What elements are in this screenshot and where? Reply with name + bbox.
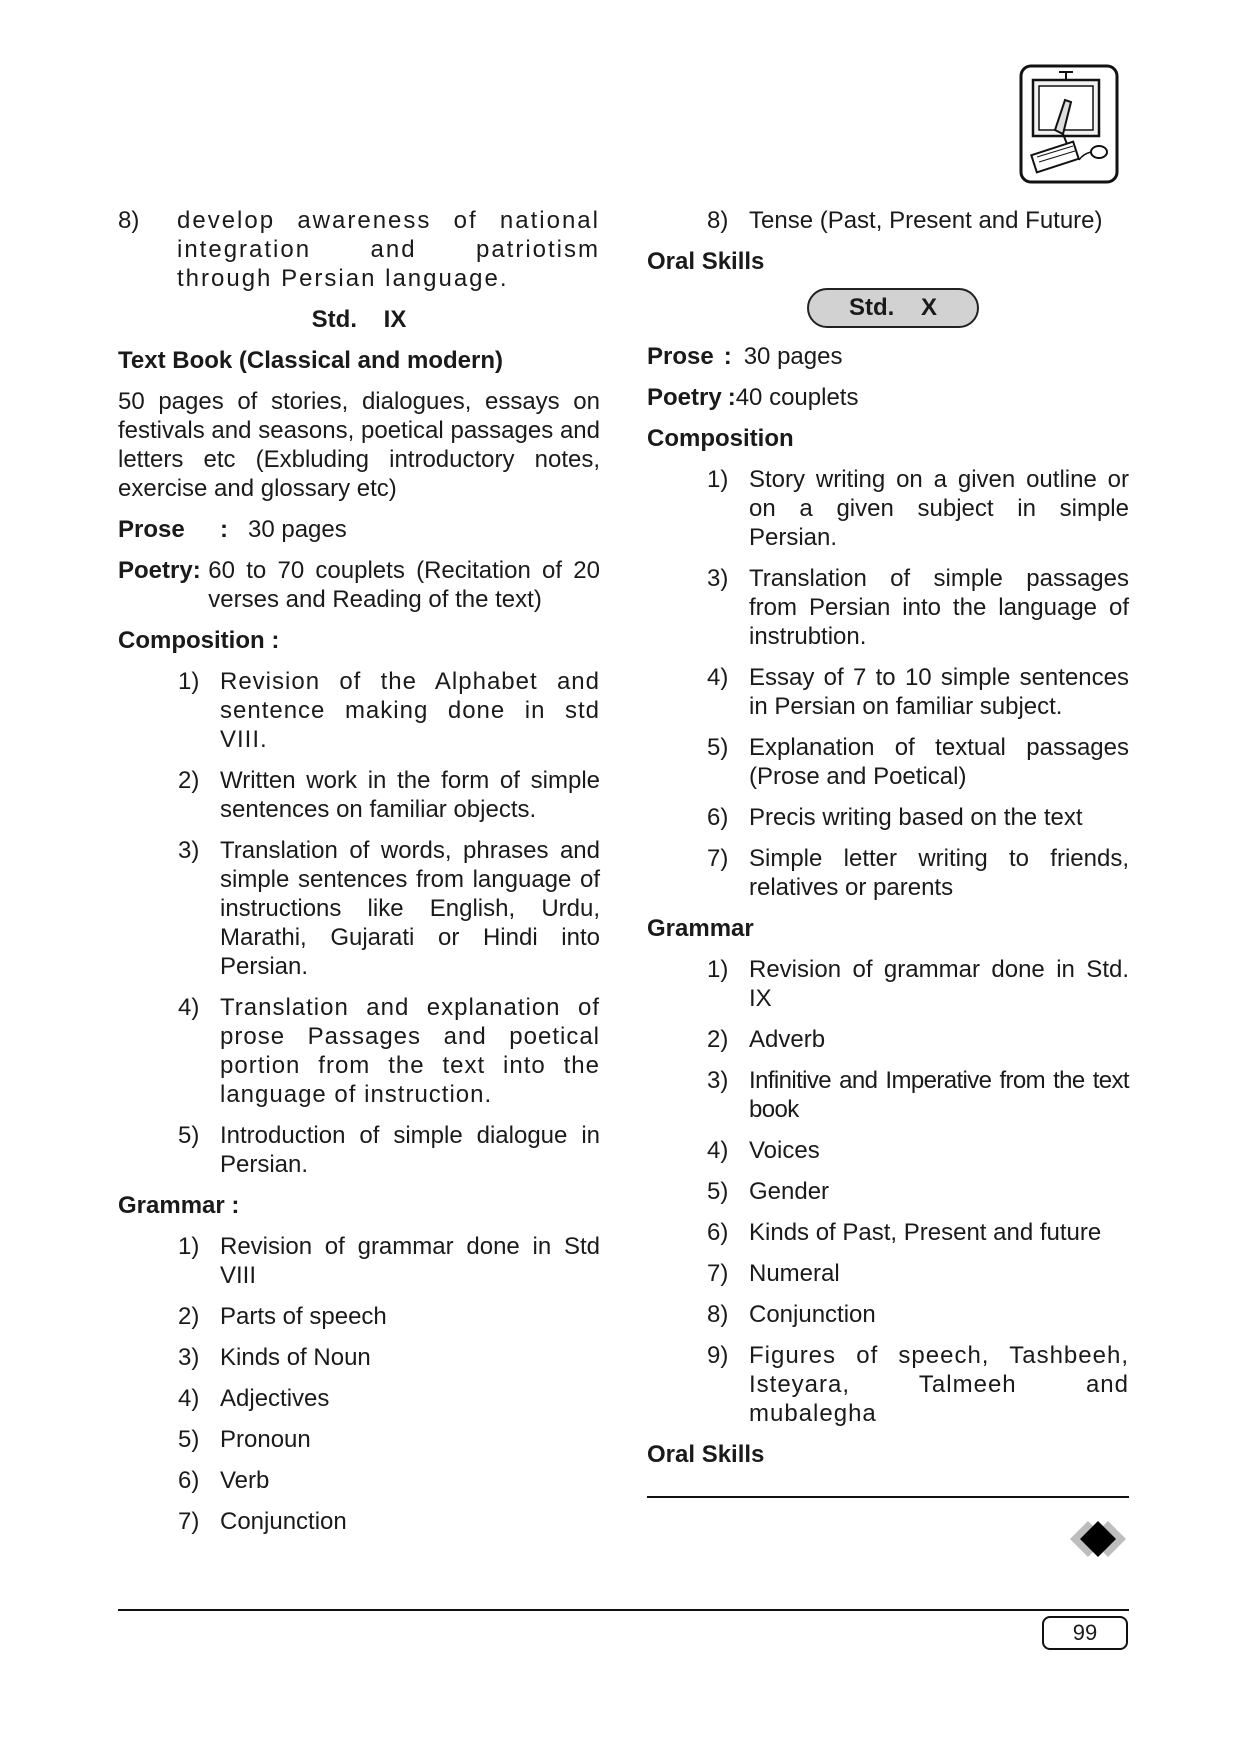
- prose-value: 30 pages: [248, 516, 347, 543]
- grammar-list: [118, 1232, 600, 1536]
- item-number: 6): [178, 1467, 200, 1494]
- list-item: [647, 1341, 1129, 1428]
- composition-heading: Composition :: [118, 627, 280, 654]
- computer-drawing-icon: [1019, 64, 1119, 184]
- item-text: Translation of words, phrases and simple sentences from language of instructions like English, Urdu, Marathi, Gujarati or Hindi into Persian.: [220, 837, 600, 980]
- item-text: Kinds of Noun: [220, 1344, 371, 1371]
- item-number: 7): [178, 1508, 200, 1535]
- prose-label: Prose: [118, 516, 185, 543]
- item-number: 4): [178, 994, 200, 1021]
- list-item: [647, 733, 1129, 791]
- right-column: [647, 206, 1129, 1481]
- list-item: [118, 1232, 600, 1290]
- item-text: Voices: [749, 1137, 820, 1164]
- item-number: 3): [178, 837, 200, 864]
- list-item: [647, 564, 1129, 651]
- prose-row: [647, 342, 1129, 371]
- item-text: Numeral: [749, 1260, 840, 1287]
- list-item: [118, 1302, 600, 1331]
- item-number: 1): [707, 466, 729, 493]
- list-item: [118, 1466, 600, 1495]
- composition-heading: Composition: [647, 425, 794, 452]
- poetry-colon: :: [727, 384, 736, 411]
- item-number: 4): [707, 1137, 729, 1164]
- item-text: Revision of the Alphabet and sentence making done in std VIII.: [220, 668, 600, 753]
- item-number: 2): [178, 767, 200, 794]
- item-text: Infinitive and Imperative from the text book: [749, 1067, 1129, 1123]
- prose-colon: :: [220, 516, 228, 543]
- item-text: Kinds of Past, Present and future: [749, 1219, 1102, 1246]
- grammar-list: [647, 955, 1129, 1428]
- item-text: Translation of simple passages from Persian into the language of instrubtion.: [749, 565, 1129, 650]
- item-number: 1): [178, 668, 200, 695]
- list-item: [647, 1025, 1129, 1054]
- prose-value: 30 pages: [743, 343, 843, 370]
- item-text: Story writing on a given outline or on a given subject in simple Persian.: [749, 466, 1129, 551]
- list-item: [118, 836, 600, 981]
- section-divider: [647, 1496, 1129, 1498]
- oral-skills-heading: Oral Skills: [647, 1441, 765, 1468]
- poetry-row: [118, 556, 600, 614]
- item-number: 3): [178, 1344, 200, 1371]
- item-number: 3): [707, 1067, 729, 1094]
- poetry-label: Poetry: [647, 384, 722, 411]
- composition-list: [647, 465, 1129, 902]
- item-number: 7): [707, 845, 729, 872]
- std-x-badge: Std. X: [807, 288, 979, 328]
- left-column: [118, 206, 600, 1548]
- item-number: 8): [707, 207, 729, 234]
- prose-colon: :: [723, 343, 732, 370]
- diamond-icon: [1066, 1517, 1130, 1561]
- std-ix-heading: Std. IX: [311, 306, 407, 333]
- list-item: [647, 1300, 1129, 1329]
- list-item: [647, 1177, 1129, 1206]
- item-text: Introduction of simple dialogue in Persian.: [220, 1122, 600, 1178]
- item-text: Translation and explanation of prose Passages and poetical portion from the text into the language of instruction.: [220, 994, 600, 1108]
- poetry-colon: :: [192, 557, 201, 584]
- poetry-value: 40 couplets: [735, 384, 859, 411]
- item-number: 8): [707, 1301, 729, 1328]
- item-number: 2): [178, 1303, 200, 1330]
- composition-list: [118, 667, 600, 1179]
- list-item: [647, 844, 1129, 902]
- item-number: 1): [707, 956, 729, 983]
- item-text: Precis writing based on the text: [749, 804, 1083, 831]
- objective-item: [118, 206, 600, 293]
- item-text: Conjunction: [220, 1508, 347, 1535]
- item-number: 7): [707, 1260, 729, 1287]
- item-text: Pronoun: [220, 1426, 311, 1453]
- item-number: 3): [707, 565, 729, 592]
- prose-row: [118, 515, 600, 544]
- item-number: 9): [707, 1342, 729, 1369]
- list-item: [647, 663, 1129, 721]
- list-item: [647, 955, 1129, 1013]
- list-item: [118, 993, 600, 1109]
- item-number: 2): [707, 1026, 729, 1053]
- list-item: [647, 1259, 1129, 1288]
- item-text: Explanation of textual passages (Prose and Poetical): [749, 734, 1129, 790]
- list-item: [118, 766, 600, 824]
- item-text: Written work in the form of simple sentences on familiar objects.: [220, 767, 600, 823]
- textbook-description: 50 pages of stories, dialogues, essays on festivals and seasons, poetical passages and letters etc (Exbluding introductory notes, exercise and glossary etc): [118, 388, 600, 502]
- list-item: [647, 1136, 1129, 1165]
- item-number: 6): [707, 1219, 729, 1246]
- item-text: Tense (Past, Present and Future): [749, 207, 1103, 234]
- item-number: 6): [707, 804, 729, 831]
- list-item: [647, 465, 1129, 552]
- item-number: 1): [178, 1233, 200, 1260]
- grammar-heading: Grammar: [647, 915, 754, 942]
- footer-rule: [118, 1609, 1129, 1611]
- item-text: develop awareness of national integration and patriotism through Persian language.: [177, 207, 600, 292]
- item-number: 5): [707, 1178, 729, 1205]
- item-number: 5): [178, 1426, 200, 1453]
- item-text: Parts of speech: [220, 1303, 387, 1330]
- list-item: [647, 206, 1129, 235]
- list-item: [118, 1343, 600, 1372]
- item-text: Simple letter writing to friends, relatives or parents: [749, 845, 1129, 901]
- item-text: Revision of grammar done in Std VIII: [220, 1233, 600, 1289]
- list-item: [118, 667, 600, 754]
- item-number: 8): [118, 207, 140, 234]
- item-text: Verb: [220, 1467, 270, 1494]
- item-text: Conjunction: [749, 1301, 876, 1328]
- item-text: Essay of 7 to 10 simple sentences in Persian on familiar subject.: [749, 664, 1129, 720]
- grammar-heading: Grammar :: [118, 1192, 240, 1219]
- item-text: Adverb: [749, 1026, 826, 1053]
- list-item: [118, 1384, 600, 1413]
- item-text: Revision of grammar done in Std. IX: [749, 956, 1129, 1012]
- list-item: [118, 1507, 600, 1536]
- item-number: 5): [178, 1122, 200, 1149]
- poetry-row: [647, 383, 1129, 412]
- item-number: 4): [707, 664, 729, 691]
- item-text: Gender: [749, 1178, 830, 1205]
- list-item: [118, 1121, 600, 1179]
- list-item: [647, 803, 1129, 832]
- prose-label: Prose: [647, 343, 714, 370]
- item-number: 5): [707, 734, 729, 761]
- list-item: [647, 1066, 1129, 1124]
- item-text: Adjectives: [220, 1385, 330, 1412]
- item-number: 4): [178, 1385, 200, 1412]
- list-item: [647, 1218, 1129, 1247]
- list-item: [118, 1425, 600, 1454]
- poetry-label: Poetry: [118, 557, 193, 584]
- page-number: 99: [1042, 1616, 1128, 1650]
- oral-skills-heading: Oral Skills: [647, 248, 765, 275]
- textbook-heading: Text Book (Classical and modern): [118, 347, 503, 374]
- item-text: Figures of speech, Tashbeeh, Isteyara, Talmeeh and mubalegha: [749, 1342, 1129, 1427]
- poetry-value: 60 to 70 couplets (Recitation of 20 verses and Reading of the text): [208, 557, 600, 613]
